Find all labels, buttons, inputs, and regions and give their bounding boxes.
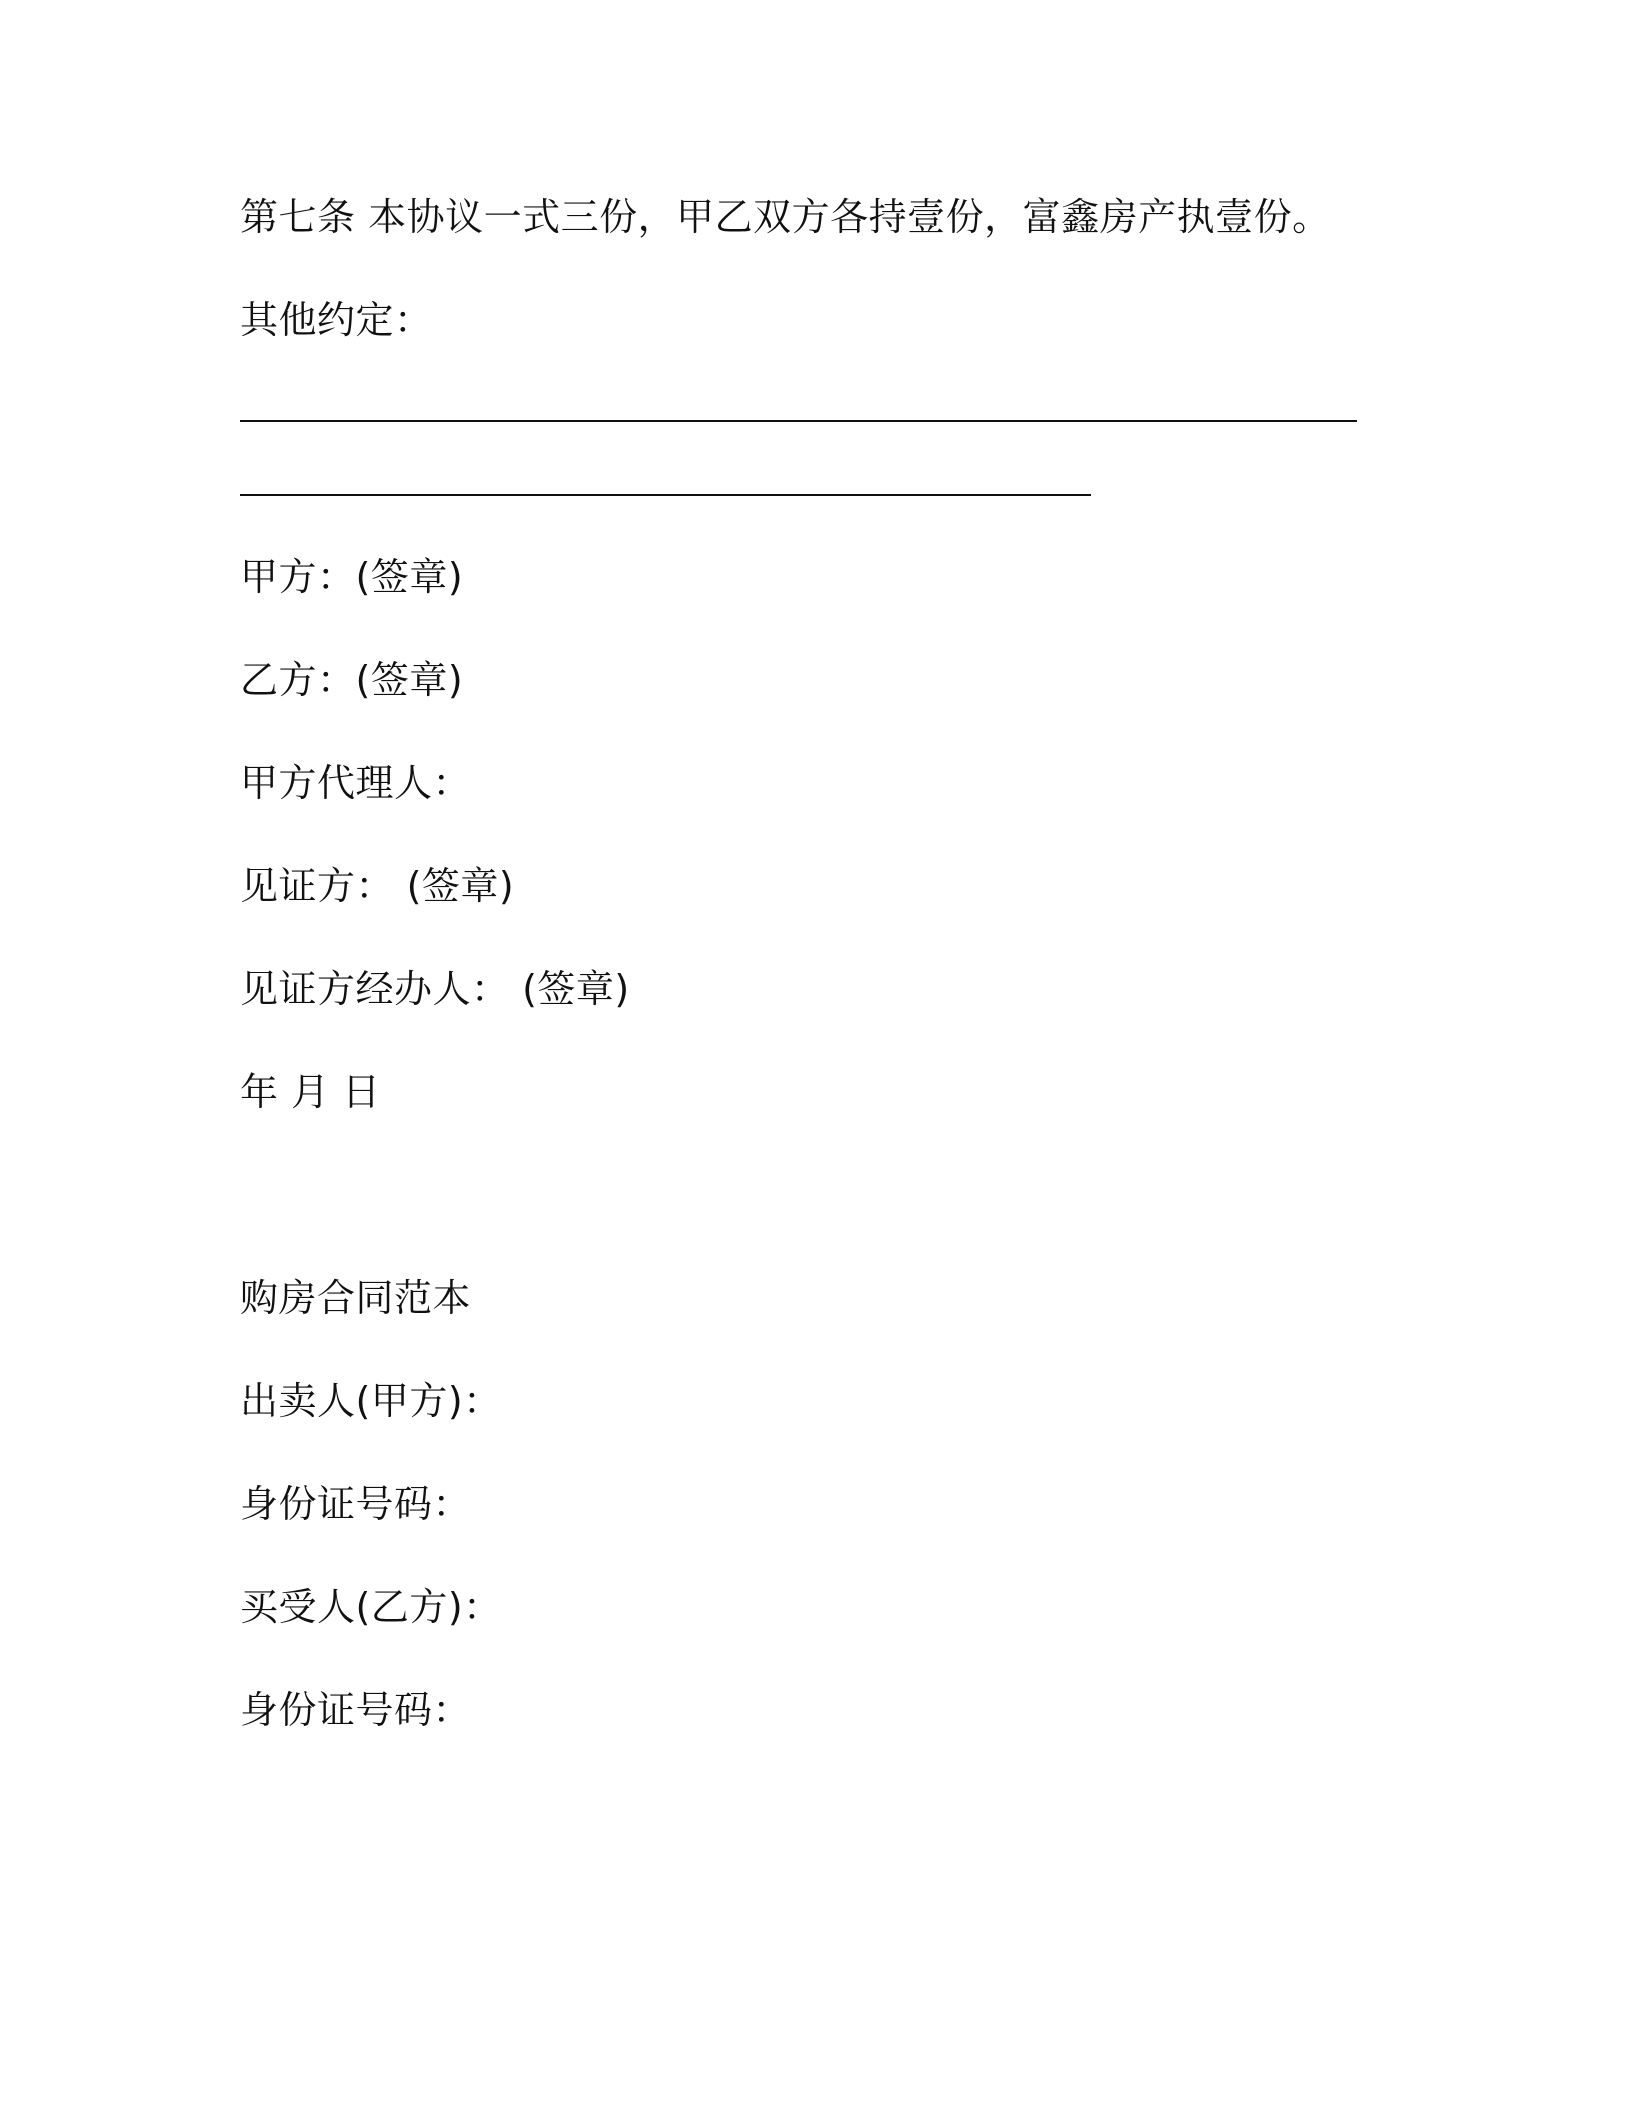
witness-handler-signature-label: 见证方经办人： (签章) xyxy=(240,967,630,1011)
party-a-agent-label: 甲方代理人： xyxy=(240,761,472,805)
article-7-text: 第七条 本协议一式三份，甲乙双方各持壹份，富鑫房产执壹份。 xyxy=(240,195,1331,239)
other-terms-label: 其他约定： xyxy=(240,298,433,342)
date-line: 年 月 日 xyxy=(240,1070,381,1114)
party-a-signature-label: 甲方：(签章) xyxy=(240,555,464,599)
seller-label: 出卖人(甲方)： xyxy=(240,1379,502,1423)
blank-fill-line-2 xyxy=(240,494,1091,496)
section-title: 购房合同范本 xyxy=(240,1276,472,1320)
witness-signature-label: 见证方： (签章) xyxy=(240,864,515,908)
buyer-id-label: 身份证号码： xyxy=(240,1688,472,1732)
blank-fill-line-1 xyxy=(240,420,1357,422)
buyer-label: 买受人(乙方)： xyxy=(240,1585,502,1629)
seller-id-label: 身份证号码： xyxy=(240,1482,472,1526)
party-b-signature-label: 乙方：(签章) xyxy=(240,658,464,702)
